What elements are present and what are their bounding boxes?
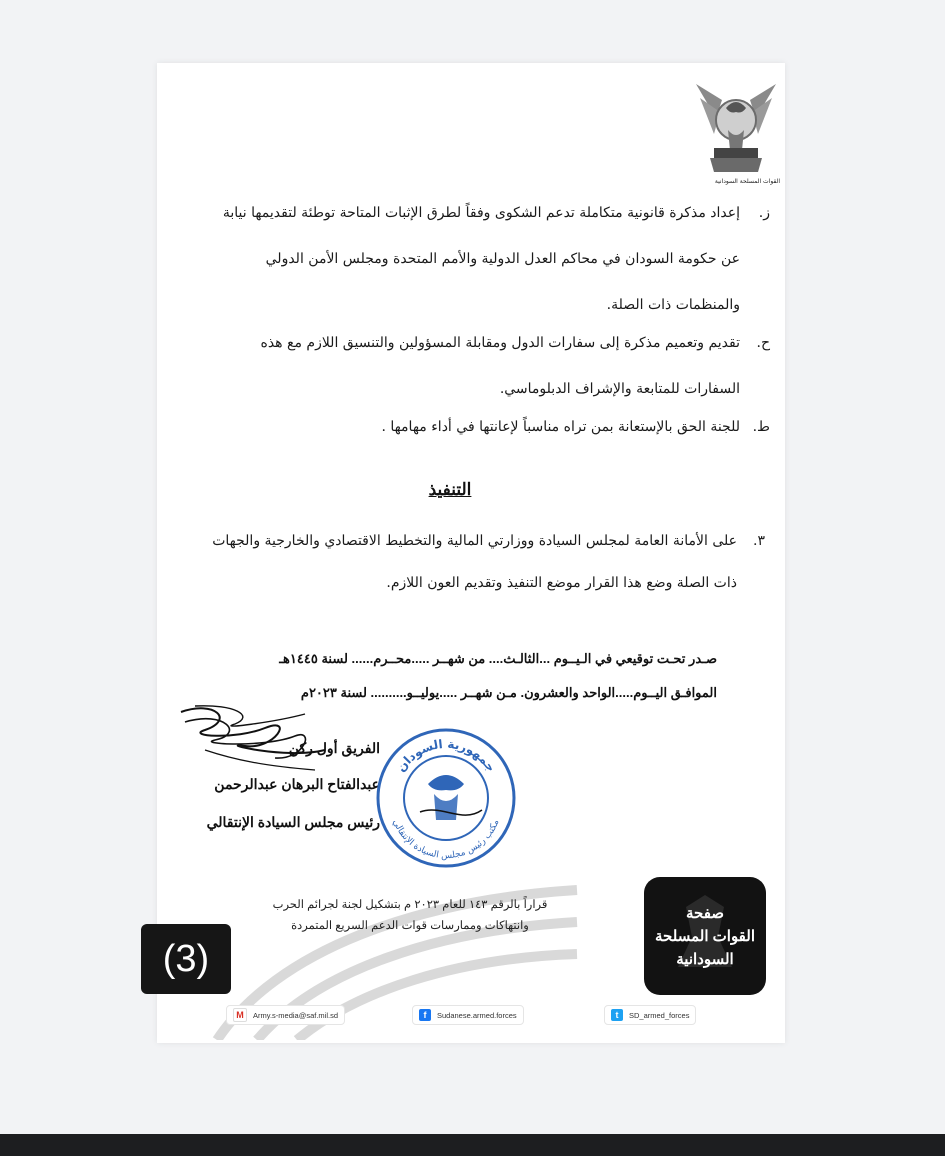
twitter-contact[interactable] <box>604 1005 696 1025</box>
item-text: إعداد مذكرة قانونية متكاملة تدعم الشكوى وفقاً لطرق الإثبات المتاحة توطئة لتقديمها نيابة عن حكومة السودان في محاكم العدل الدولية والأمم المتحدة ومجلس الأمن الدولي والمنظمات ذات الصلة. <box>222 205 740 313</box>
item-text: تقديم وتعميم مذكرة إلى سفارات الدول ومقابلة المسؤولين والتنسيق اللازم مع هذه السفارات للمتابعة والإشراف الدبلوماسي. <box>260 335 740 397</box>
execution-paragraph <box>197 520 765 604</box>
page-logo-badge <box>644 877 766 995</box>
signer-title: رئيس مجلس السيادة الإنتقالي <box>206 814 380 830</box>
crest-caption: القوات المسلحة السودانية <box>714 178 780 185</box>
list-item <box>205 404 770 450</box>
execution-text: على الأمانة العامة لمجلس السيادة ووزارتي المالية والتخطيط الاقتصادي والخارجية والجهات ذات الصلة وضع هذا القرار موضع التنفيذ وتقديم العون اللازم. <box>212 533 737 591</box>
bottom-bar <box>0 1134 945 1156</box>
logo-line-2: القوات المسلحة <box>655 927 756 945</box>
facebook-text: Sudanese.armed.forces <box>437 1010 517 1020</box>
post-caption: قراراً بالرقم ١٤٣ للعام ٢٠٢٣ م بتشكيل لجنة لجرائم الحرب وانتهاكات وممارسات قوات الدعم السريع المتمردة <box>272 899 548 932</box>
logo-line-3: السودانية <box>676 950 734 968</box>
signer-name: عبدالفتاح البرهان عبدالرحمن <box>214 776 380 792</box>
signer-rank: الفريق أول ركن <box>288 740 380 756</box>
stamp-bottom-text: مكتب رئيس مجلس السيادة الإنتقالي <box>390 818 502 862</box>
gmail-icon: M <box>233 1008 247 1022</box>
twitter-text: SD_armed_forces <box>629 1010 690 1020</box>
item-text: للجنة الحق بالإستعانة بمن تراه مناسباً لإعانتها في أداء مهامها . <box>381 419 740 435</box>
sudan-armed-forces-crest-icon <box>692 78 780 188</box>
list-item <box>205 190 770 328</box>
page-number-badge: (3) <box>141 924 231 994</box>
twitter-icon: t <box>611 1009 623 1021</box>
section-heading: التنفيذ <box>428 480 472 500</box>
issued-line-hijri: صـدر تحـت توقيعي في الـيــوم ...الثالـث.... من شهــر .....محــرم...... لسنة ١٤٤٥هـ <box>279 651 717 666</box>
item-mark: ز. <box>758 205 770 221</box>
facebook-contact[interactable] <box>412 1005 524 1025</box>
list-item <box>205 320 770 412</box>
item-mark: ط. <box>752 419 770 435</box>
stamp-top-text: جمهورية السودان <box>393 736 499 775</box>
issued-line-gregorian: الموافـق اليــوم.....الواحد والعشرون. مـن شهــر .....يوليــو.......... لسنة ٢٠٢٣م <box>300 685 717 700</box>
logo-line-1: صفحة <box>685 904 725 922</box>
item-mark: ٣. <box>753 533 765 549</box>
item-mark: ح. <box>756 335 770 351</box>
email-text: Army.s-media@saf.mil.sd <box>253 1010 338 1020</box>
email-contact[interactable] <box>226 1005 345 1025</box>
facebook-icon: f <box>419 1009 431 1021</box>
